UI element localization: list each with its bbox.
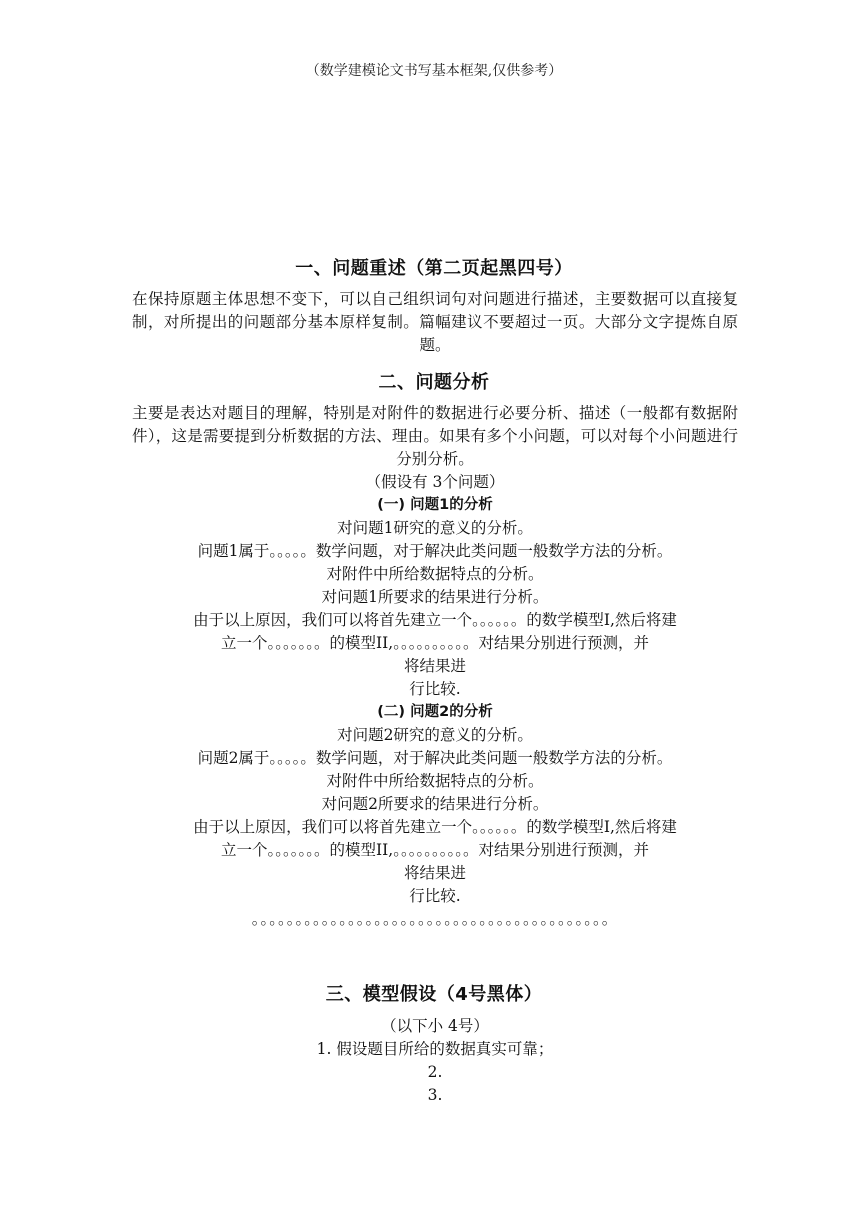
problem2-conclusion: 将结果进 [403, 864, 466, 882]
section1-title: 一、问题重述（第二页起黑四号） [295, 258, 573, 279]
assumption-item: 1. 假设题目所给的数据真实可靠； [316, 1040, 554, 1058]
problem2-conclusion: 由于以上原因，我们可以将首先建立一个。。。。。。的数学模型I,然后将建 [193, 818, 677, 836]
problem1-title: (一) 问题1的分析 [377, 497, 493, 513]
section2-intro: 主要是表达对题目的理解，特别是对附件的数据进行必要分析、描述（一般都有数据附件），这是需要提到分析数据的方法、理由。如果有多个小问题，可以对每个小问题进行分别分析。 [132, 404, 738, 468]
section3-title: 三、模型假设（4号黑体） [325, 984, 543, 1005]
problem2-conclusion: 立一个。。。。。。。的模型II,。。。。。。。。。。对结果分别进行预测，并 [221, 841, 649, 859]
problem1-conclusion: 将结果进 [403, 657, 466, 675]
problem2-line: 对问题2研究的意义的分析。 [337, 726, 533, 744]
problem1-conclusion: 由于以上原因，我们可以将首先建立一个。。。。。。的数学模型I,然后将建 [193, 611, 677, 629]
section1-body: 在保持原题主体思想不变下，可以自己组织词句对问题进行描述，主要数据可以直接复制，对所提出的问题部分基本原样复制。篇幅建议不要超过一页。大部分文字提炼自原题。 [132, 290, 738, 354]
problem2-conclusion: 行比较. [409, 887, 461, 905]
size-note: （以下小 4号） [381, 1017, 489, 1035]
ellipsis-line: 。。。。。。。。。。。。。。。。。。。。。。。。。。。。。。。。。。。。。。。。。 [251, 910, 619, 928]
problem1-line: 对问题1所要求的结果进行分析。 [321, 588, 549, 606]
assumption-item: 2. [427, 1063, 443, 1081]
problem1-line: 问题1属于。。。。。数学问题，对于解决此类问题一般数学方法的分析。 [197, 542, 673, 560]
section2-block [132, 402, 738, 931]
problem2-title: (二) 问题2的分析 [377, 704, 493, 720]
problem1-conclusion: 行比较. [409, 680, 461, 698]
section3-block [132, 1015, 738, 1107]
assumption-item: 3. [427, 1086, 443, 1104]
section1-body-block [132, 288, 738, 357]
section2-title: 二、问题分析 [378, 372, 490, 393]
problem2-line: 对问题2所要求的结果进行分析。 [321, 795, 549, 813]
assume-count: （假设有 3个问题） [365, 473, 505, 491]
problem1-line: 对问题1研究的意义的分析。 [337, 519, 533, 537]
problem1-conclusion: 立一个。。。。。。。的模型II,。。。。。。。。。。对结果分别进行预测，并 [221, 634, 649, 652]
problem1-line: 对附件中所给数据特点的分析。 [326, 565, 544, 583]
header-note: （数学建模论文书写基本框架,仅供参考） [305, 63, 563, 79]
problem2-line: 问题2属于。。。。。数学问题，对于解决此类问题一般数学方法的分析。 [197, 749, 673, 767]
problem2-line: 对附件中所给数据特点的分析。 [326, 772, 544, 790]
